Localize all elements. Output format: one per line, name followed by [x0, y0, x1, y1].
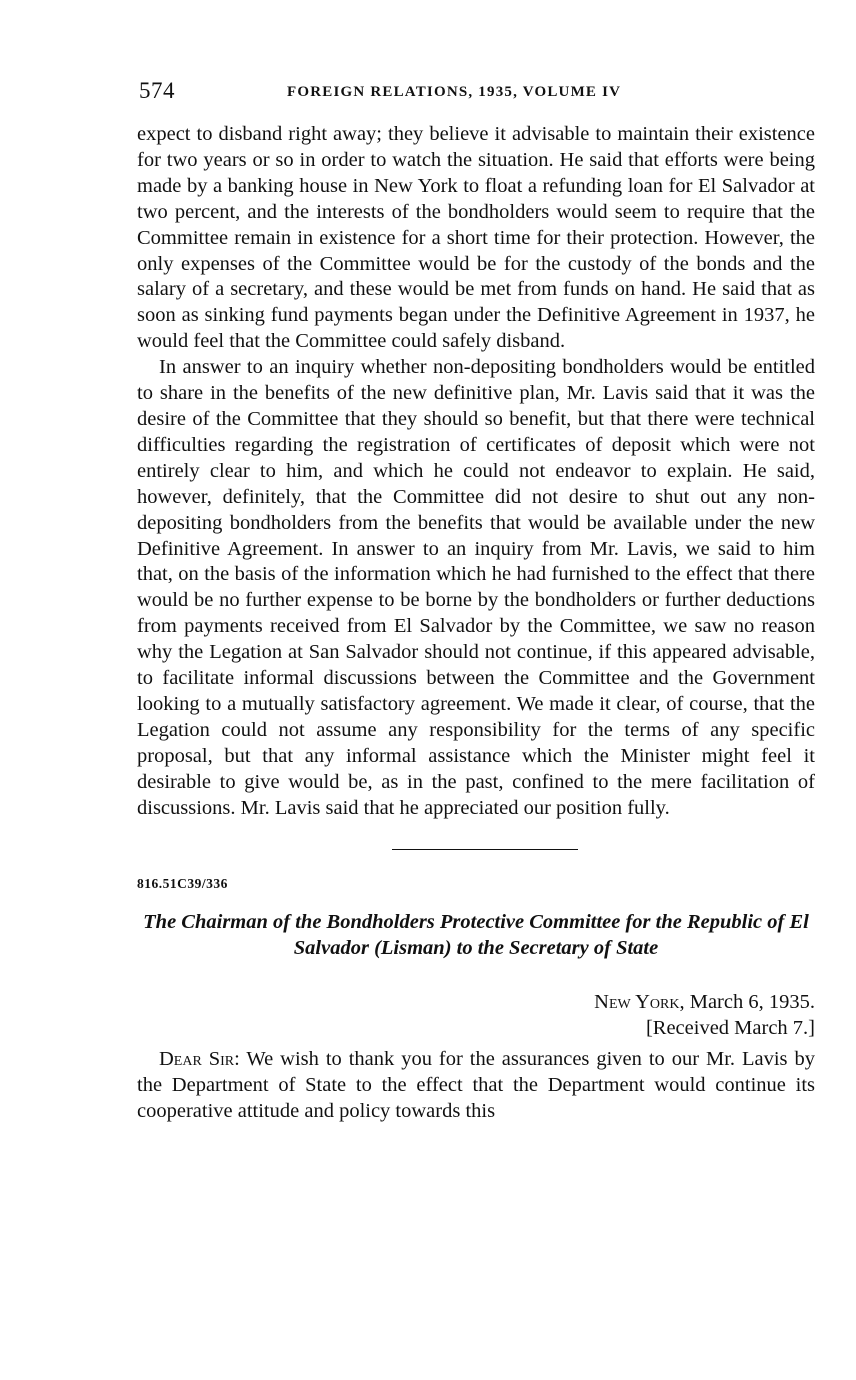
paragraph-continuation: expect to disband right away; they believe it advisable to maintain their existence for two years or so in order to watch the situation. He said that efforts were being made by a banking house in New York to float a refunding loan for El Salvador at two percent, and the interests of the bondholders would seem to require that the Committee remain in existence for a short time for their protection. However, the only expenses of the Committee would be for the custody of the bonds and the salary of a secretary, and these would be met from funds on hand. He said that as soon as sinking fund payments began under the Definitive Agreement in 1937, he would feel that the Committee could safely disband. [137, 123, 815, 353]
document-page [137, 78, 815, 1125]
letter-body [137, 1047, 815, 1125]
document-title: The Chairman of the Bondholders Protective Committee for the Republic of El Salvador (Lisman) to the Secretary of State [143, 911, 809, 960]
section-divider [392, 849, 578, 850]
received-note: [Received March 7.] [645, 1017, 815, 1040]
salutation: Dear Sir [159, 1048, 235, 1071]
body-text [137, 122, 815, 821]
dateline-date: , March 6, 1935. [679, 991, 815, 1014]
dateline [137, 989, 815, 1041]
paragraph-inquiry: In answer to an inquiry whether non-depositing bondholders would be entitled to share in the benefits of the new definitive plan, Mr. Lavis said that it was the desire of the Committee that they should so benefit, but that there were technical difficulties regarding the registration of certificates of deposit which were not entirely clear to him, and which he could not endeavor to explain. He said, however, definitely, that the Committee did not desire to shut out any non-depositing bondholders from the benefits that would be available under the new Definitive Agreement. In answer to an inquiry from Mr. Lavis, we said to him that, on the basis of the information which he had furnished to the effect that there would be no further expense to be borne by the bondholders or further deductions from payments received from El Salvador by the Committee, we saw no reason why the Legation at San Salvador should not continue, if this appeared advisable, to facilitate informal discussions between the Committee and the Government looking to a mutually satisfactory agreement. We made it clear, of course, that the Legation could not assume any responsibility for the terms of any specific proposal, but that any informal assistance which the Minister might feel it desirable to give would be, as in the past, confined to the mere facilitation of discussions. Mr. Lavis said that he appreciated our position fully. [137, 356, 815, 819]
running-head [137, 78, 815, 112]
file-number: 816.51C39/336 [137, 876, 228, 892]
running-title: FOREIGN RELATIONS, 1935, VOLUME IV [287, 84, 622, 100]
page-number: 574 [139, 78, 175, 103]
letter-text: : We wish to thank you for the assurances given to our Mr. Lavis by the Department of State to the effect that the Department would continue its cooperative attitude and policy towards this [137, 1048, 815, 1123]
dateline-place: New York [594, 991, 680, 1014]
